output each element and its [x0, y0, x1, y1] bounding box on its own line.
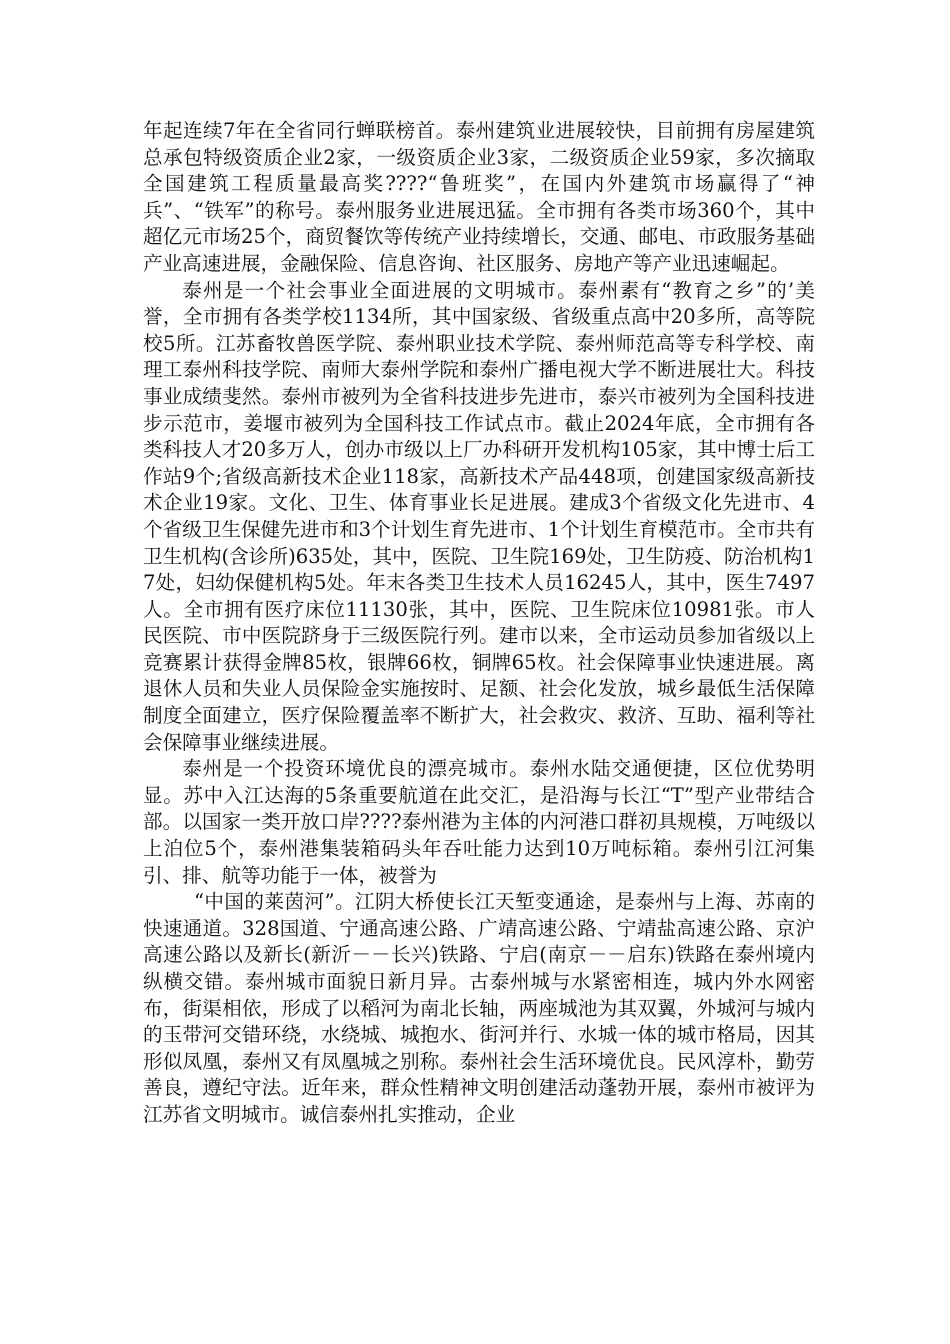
paragraph-social-development: 泰州是一个社会事业全面进展的文明城市。泰州素有“教育之乡”的’美誉，全市拥有各类学校1134所，其中国家级、省级重点高中20多所，高等院校5所。江苏畜牧兽医学院、泰州职业技术学院、泰州师范高等专科学校、南理工泰州科技学院、南师大泰州学院和泰州广播电视大学不断进展壮大。科技事业成绩斐然。泰州市被列为全省科技进步先进市，泰兴市被列为全国科技进步示范市，姜堰市被列为全国科技工作试点市。截止2024年底，全市拥有各类科技人才20多万人，创办市级以上厂办科研开发机构105家，其中博士后工作站9个;省级高新技术企业118家，高新技术产品448项，创建国家级高新技术企业19家。文化、卫生、体育事业长足进展。建成3个省级文化先进市、4个省级卫生保健先进市和3个计划生育先进市、1个计划生育模范市。全市共有卫生机构(含诊所)635处，其中，医院、卫生院169处，卫生防疫、防治机构17处，妇幼保健机构5处。年末各类卫生技术人员16245人，其中，医生7497人。全市拥有医疗床位11130张，其中，医院、卫生院床位10981张。市人民医院、市中医院跻身于三级医院行列。建市以来，全市运动员参加省级以上竞赛累计获得金牌85枚，银牌66枚，铜牌65枚。社会保障事业快速进展。离退休人员和失业人员保险金实施按时、足额、社会化发放，城乡最低生活保障制度全面建立，医疗保险覆盖率不断扩大，社会救灾、救济、互助、福利等社会保障事业继续进展。	[143, 278, 815, 754]
document-body	[143, 118, 815, 1129]
paragraph-investment-environment: 泰州是一个投资环境优良的漂亮城市。泰州水陆交通便捷，区位优势明显。苏中入江达海的5条重要航道在此交汇，是沿海与长江“T”型产业带结合部。以国家一类开放口岸????泰州港为主体的内河港口群初具规模，万吨级以上泊位5个，泰州港集装箱码头年吞吐能力达到10万吨标箱。泰州引江河集引、排、航等功能于一体，被誉为	[143, 757, 815, 887]
paragraph-transport-and-city: “中国的莱茵河”。江阴大桥使长江天堑变通途，是泰州与上海、苏南的快速通道。328国道、宁通高速公路、广靖高速公路、宁靖盐高速公路、京沪高速公路以及新长(新沂－－长兴)铁路、宁启(南京－－启东)铁路在泰州境内纵横交错。泰州城市面貌日新月异。古泰州城与水紧密相连，城内外水网密布，街渠相依，形成了以稻河为南北长轴，两座城池为其双翼，外城河与城内的玉带河交错环绕，水绕城、城抱水、街河并行、水城一体的城市格局，因其形似凤凰，泰州又有凤凰城之别称。泰州社会生活环境优良。民风淳朴，勤劳善良，遵纪守法。近年来，群众性精神文明创建活动蓬勃开展，泰州市被评为江苏省文明城市。诚信泰州扎实推动，企业	[143, 890, 815, 1126]
paragraph-industry: 年起连续7年在全省同行蝉联榜首。泰州建筑业进展较快，目前拥有房屋建筑总承包特级资质企业2家，一级资质企业3家，二级资质企业59家，多次摘取全国建筑工程质量最高奖????“鲁班奖”，在国内外建筑市场赢得了“神兵”、“铁军”的称号。泰州服务业进展迅猛。全市拥有各类市场360个，其中超亿元市场25个，商贸餐饮等传统产业持续增长，交通、邮电、市政服务基础产业高速进展，金融保险、信息咨询、社区服务、房地产等产业迅速崛起。	[143, 119, 815, 275]
